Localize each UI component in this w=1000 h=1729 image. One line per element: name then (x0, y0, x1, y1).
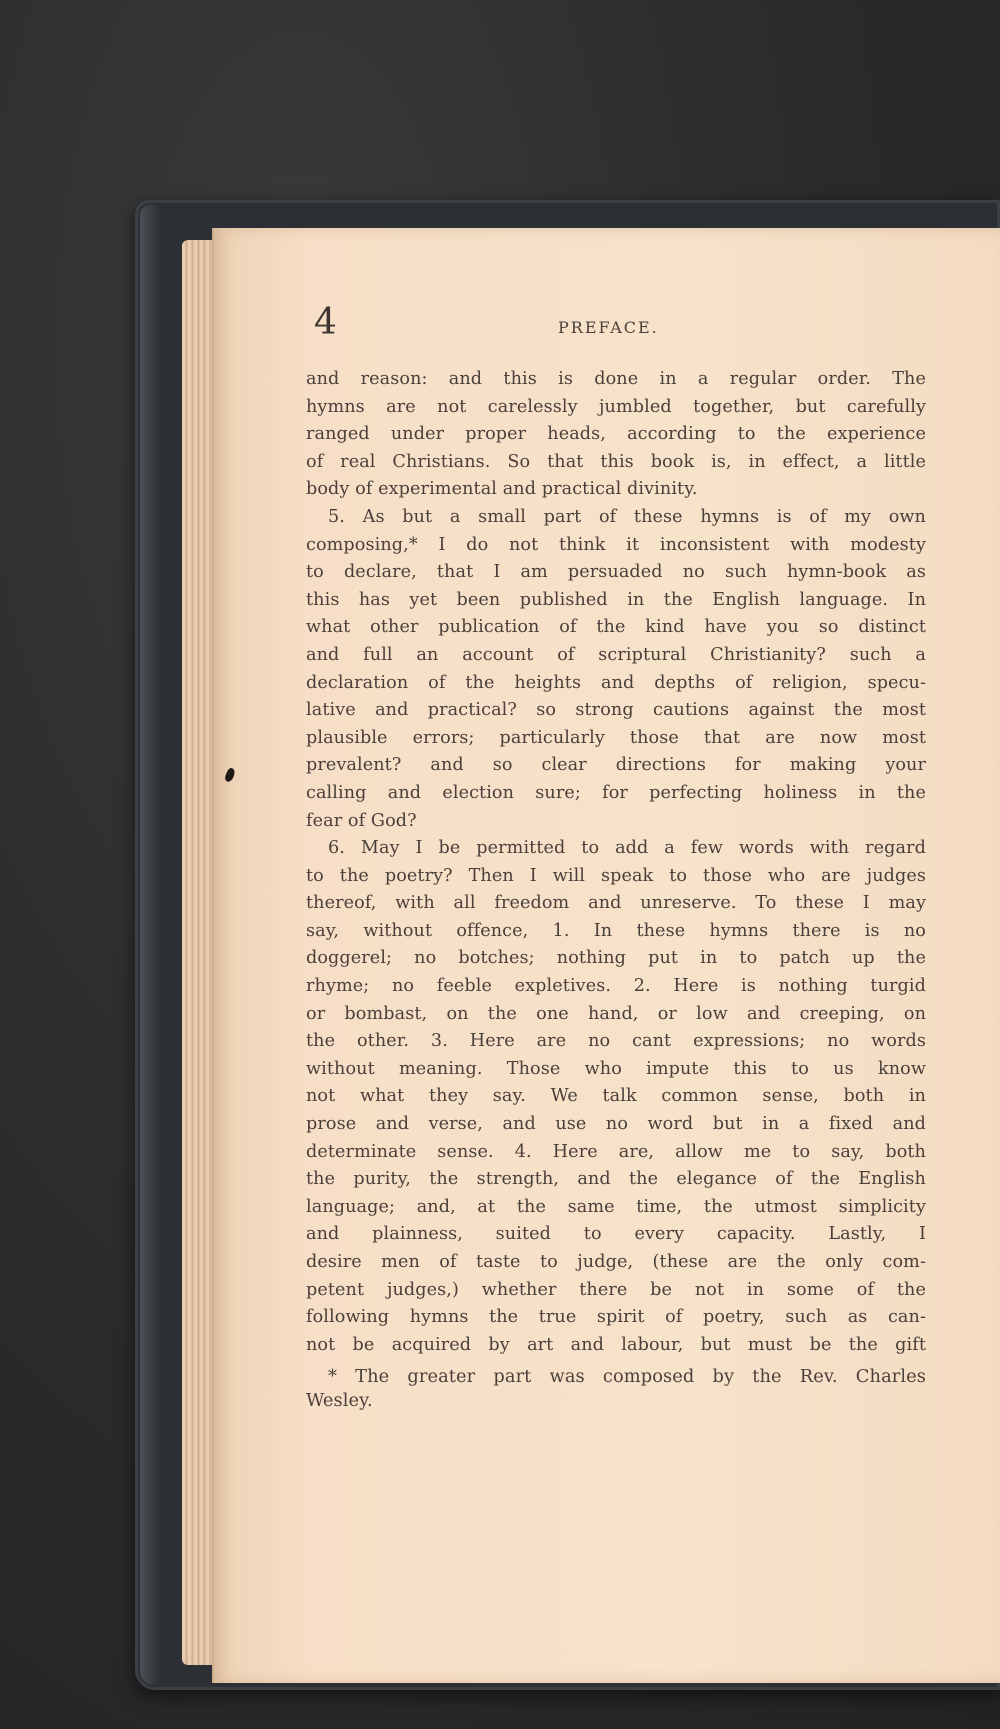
text-line: or bombast, on the one hand, or low and creeping, on (306, 1003, 926, 1024)
text-line: hymns are not carelessly jumbled together, but carefully (306, 396, 926, 417)
text-line: and full an account of scriptural Christianity? such a (306, 644, 926, 665)
cover-spine-edge (140, 205, 160, 1685)
footnote-line: * The greater part was composed by the Rev. Charles (328, 1366, 926, 1388)
text-line: thereof, with all freedom and unreserve. To these I may (306, 893, 926, 914)
text-line: say, without offence, 1. In these hymns there is no (306, 920, 926, 941)
footnote-line: Wesley. (306, 1390, 373, 1412)
text-line: to the poetry? Then I will speak to those who are judges (306, 865, 926, 886)
running-head: PREFACE. (558, 318, 659, 337)
text-line: doggerel; no botches; nothing put in to patch up the (306, 948, 926, 969)
text-line: of real Christians. So that this book is, in effect, a little (306, 451, 926, 472)
text-line: declaration of the heights and depths of religion, specu- (306, 672, 926, 693)
text-line: fear of God? (306, 810, 417, 831)
footnote (306, 1365, 926, 1413)
page-edges (182, 240, 212, 1665)
page-header (306, 302, 926, 356)
text-line: calling and election sure; for perfecting holiness in the (306, 782, 926, 803)
text-line: determinate sense. 4. Here are, allow me to say, both (306, 1141, 926, 1162)
text-line: desire men of taste to judge, (these are the only com- (306, 1252, 926, 1272)
text-line: lative and practical? so strong cautions against the most (306, 700, 926, 721)
text-line: 6. May I be permitted to add a few words with regard (328, 838, 926, 859)
text-line: prose and verse, and use no word but in a fixed and (306, 1114, 926, 1135)
text-line: language; and, at the same time, the utmost simplicity (306, 1196, 926, 1217)
text-line: what other publication of the kind have you so distinct (306, 617, 926, 638)
text-line: to declare, that I am persuaded no such hymn-book as (306, 562, 926, 583)
text-line: rhyme; no feeble expletives. 2. Here is nothing turgid (306, 976, 926, 997)
page-text (306, 302, 926, 1413)
text-line: not be acquired by art and labour, but must be the gift (306, 1334, 926, 1355)
text-line: petent judges,) whether there be not in some of the (306, 1279, 926, 1300)
text-line: the purity, the strength, and the elegance of the English (306, 1169, 926, 1190)
text-line: prevalent? and so clear directions for making your (306, 755, 926, 776)
text-line: 5. As but a small part of these hymns is of my own (328, 506, 926, 527)
text-line: the other. 3. Here are no cant expressions; no words (306, 1031, 926, 1052)
body-text (306, 366, 926, 1359)
text-line: and reason: and this is done in a regular order. The (306, 369, 926, 389)
page-number: 4 (314, 302, 338, 343)
text-line: this has yet been published in the English language. In (306, 589, 926, 610)
text-line: following hymns the true spirit of poetry, such as can- (306, 1307, 926, 1328)
text-line: composing,* I do not think it inconsistent with modesty (306, 534, 926, 555)
text-line: without meaning. Those who impute this to us know (306, 1058, 926, 1079)
text-line: body of experimental and practical divinity. (306, 479, 698, 500)
text-line: ranged under proper heads, according to the experience (306, 424, 926, 445)
text-line: plausible errors; particularly those that are now most (306, 727, 926, 748)
text-line: and plainness, suited to every capacity. Lastly, I (306, 1224, 926, 1245)
text-line: not what they say. We talk common sense, both in (306, 1086, 926, 1107)
